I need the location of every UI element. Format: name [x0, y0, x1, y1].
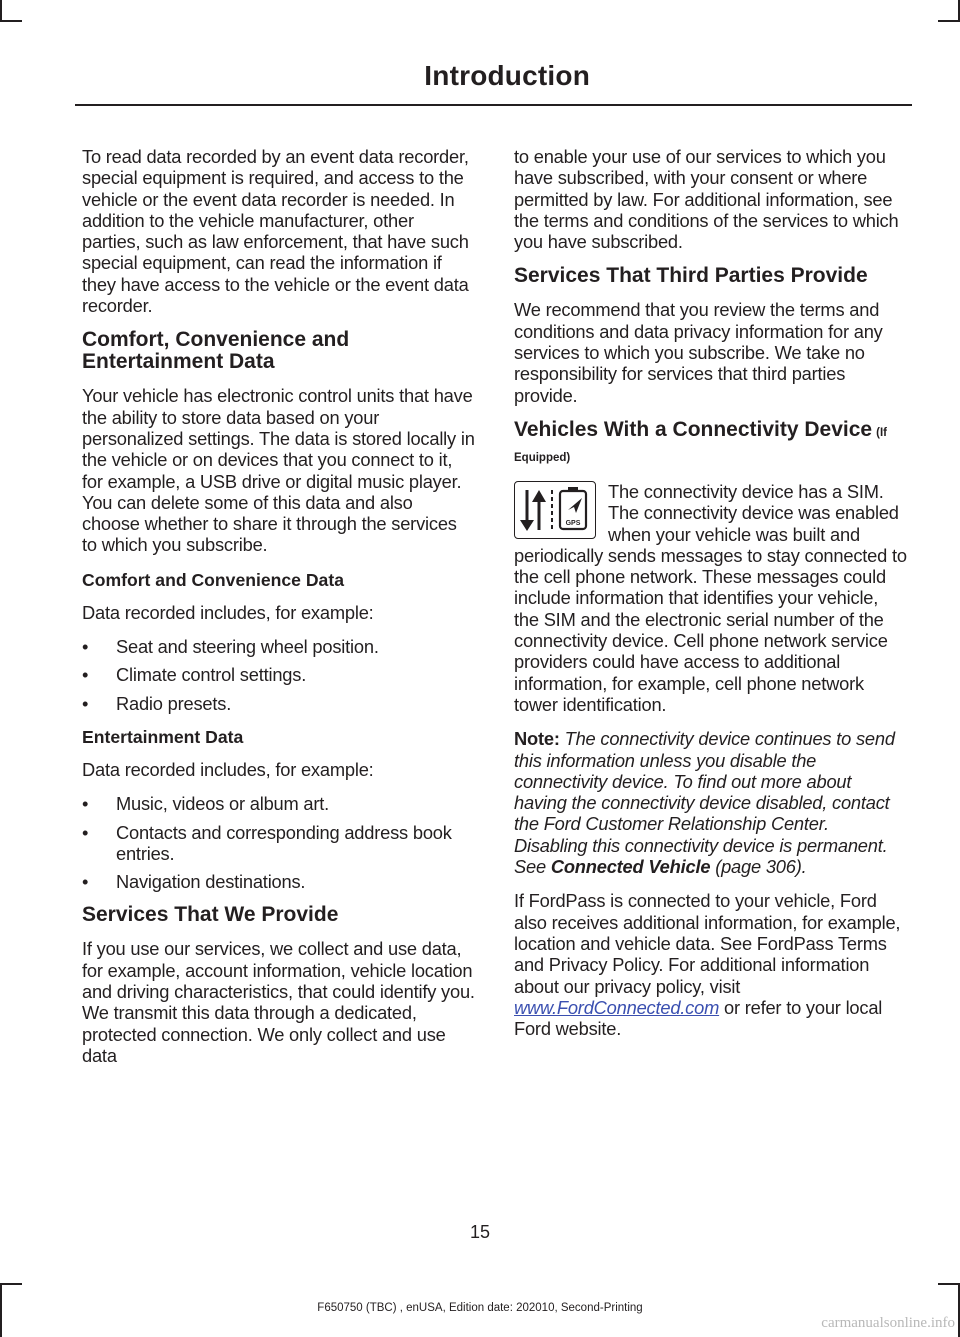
crop-mark	[938, 20, 960, 22]
list-item: • Seat and steering wheel position.	[82, 636, 379, 658]
list-item: • Radio presets.	[82, 692, 232, 714]
note-page-reference: (page 306).	[715, 856, 807, 878]
services-we-provide-heading: Services That We Provide	[82, 903, 339, 927]
list-item: • Climate control settings.	[82, 664, 307, 686]
connectivity-paragraph: The connectivity device has a SIM. The connectivity device was enabled when your vehicle was built and periodically sends messages to stay connected to the cell phone network. These messages could include information that identifies your vehicle, the SIM and the electronic serial number of the connectivity device. Cell phone network service providers could have access to additional information, for example, cell phone network tower identification.	[514, 480, 907, 715]
left-column	[82, 146, 475, 1079]
list-item: • Navigation destinations.	[82, 871, 306, 893]
entertainment-list	[82, 793, 475, 892]
services-continued-paragraph: to enable your use of our services to which you have subscribed, with your consent or where permitted by law. For additional information, see the terms and conditions of the services to which you have subscribed.	[514, 146, 899, 253]
gps-label: GPS	[565, 519, 581, 527]
entertainment-heading: Entertainment Data	[82, 726, 244, 747]
comfort-list	[82, 636, 475, 714]
data-includes-text: Data recorded includes, for example:	[82, 758, 374, 780]
crop-mark	[0, 20, 22, 22]
fordpass-paragraph: If FordPass is connected to your vehicle, Ford also receives additional information, for example, location and vehicle data. See FordPass Terms and Privacy Policy. For additional information about our privacy policy, visit www.FordConnected.com or refer to your local Ford website.	[514, 890, 901, 1040]
header-divider	[75, 104, 912, 106]
page-title: Introduction	[424, 60, 590, 91]
page-number: 15	[469, 1222, 491, 1242]
crop-mark	[0, 1283, 22, 1285]
crop-mark	[0, 0, 2, 22]
connectivity-block	[514, 481, 907, 715]
list-item: • Contacts and corresponding address book entries.	[82, 821, 452, 864]
comfort-heading: Comfort, Convenience and Entertainment Data	[82, 328, 350, 374]
third-parties-paragraph: We recommend that you review the terms and conditions and data privacy information for any services to which you subscribe. We take no responsibility for services that third parties provide.	[514, 299, 883, 406]
connectivity-device-icon	[514, 481, 596, 539]
data-includes-text: Data recorded includes, for example:	[82, 601, 374, 623]
comfort-convenience-heading: Comfort and Convenience Data	[82, 569, 344, 590]
note-paragraph	[514, 728, 907, 877]
watermark: carmanualsonline.info	[821, 1315, 955, 1331]
third-parties-heading: Services That Third Parties Provide	[514, 264, 868, 288]
note-text: The connectivity device continues to send this information unless you disable the connectivity device. To find out more about having the connectivity device disabled, contact the Ford Customer Relationship Center. Disabling this connectivity device is permanent. See	[514, 728, 895, 878]
connectivity-heading: Vehicles With a Connectivity Device (If Equipped)	[514, 417, 887, 464]
event-recorder-paragraph: To read data recorded by an event data recorder, special equipment is required, and access to the vehicle or the event data recorder is needed. In addition to the vehicle manufacturer, other parties, such as law enforcement, that have such special equipment, can read the information if they have access to the vehicle or the event data recorder.	[82, 146, 469, 317]
comfort-paragraph: Your vehicle has electronic control units that have the ability to store data based on your personalized settings. The data is stored locally in the vehicle or on devices that you connect to it, for example, a USB drive or digital music player. You can delete some of this data and also choose whether to share it through the services to which you subscribe.	[82, 385, 475, 556]
note-label: Note:	[514, 728, 560, 750]
crop-mark	[938, 1283, 960, 1285]
services-we-provide-paragraph: If you use our services, we collect and use data, for example, account information, vehicle location and driving characteristics, that could identify you. We transmit this data through a dedicated, protected connection. We only collect and use data	[82, 938, 475, 1066]
edition-footer: F650750 (TBC) , enUSA, Edition date: 202010, Second-Printing	[317, 1302, 643, 1314]
list-item: • Music, videos or album art.	[82, 793, 330, 815]
right-column	[514, 146, 907, 1052]
if-equipped-tag: (If Equipped)	[514, 426, 887, 464]
connected-vehicle-reference: Connected Vehicle	[550, 856, 711, 878]
fordconnected-link[interactable]: www.FordConnected.com	[514, 996, 720, 1018]
